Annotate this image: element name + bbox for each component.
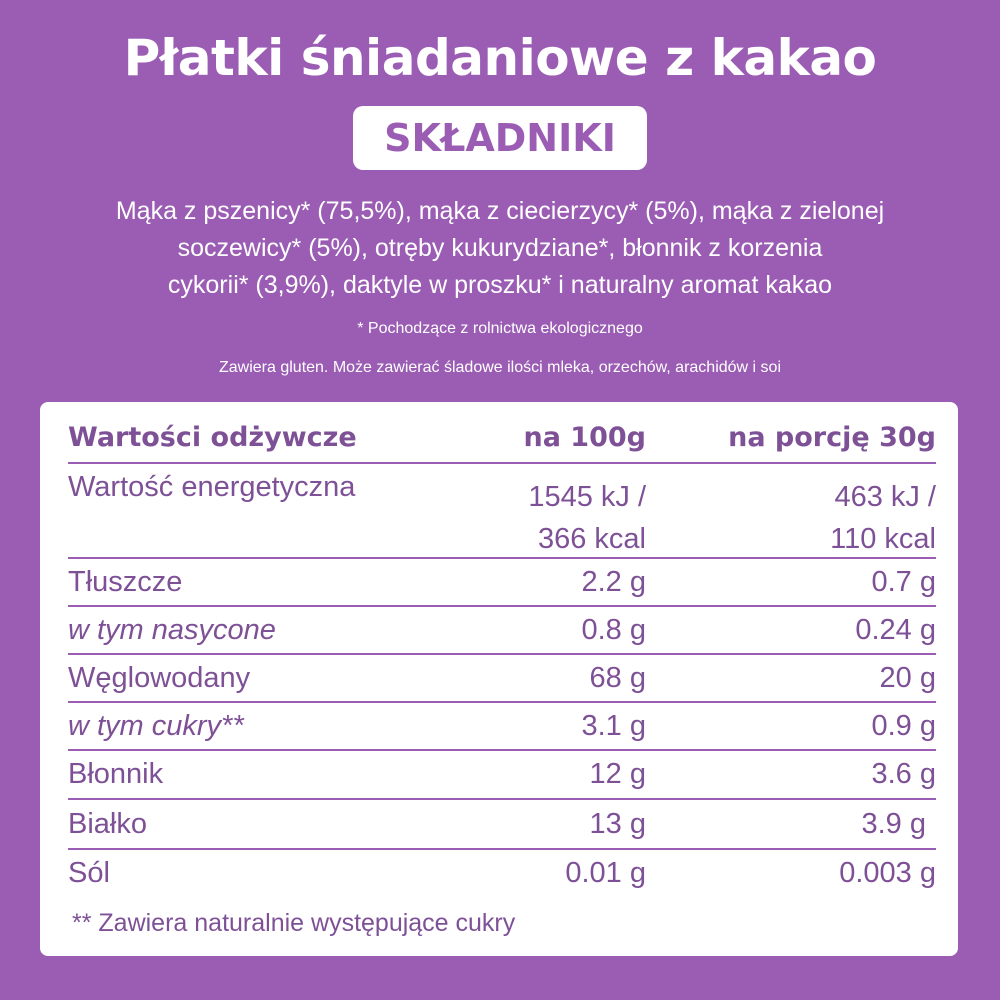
ingredients-line: cykorii* (3,9%), daktyle w proszku* i naturalny aromat kakao	[167, 271, 833, 299]
energy-kj: 463 kJ /	[834, 481, 936, 513]
row-per-100: 0.01 g	[565, 857, 646, 889]
row-per-100: 3.1 g	[581, 710, 646, 742]
row-per-100: 13 g	[589, 808, 646, 840]
row-label: Sól	[68, 857, 110, 889]
row-per-portion: 0.003 g	[839, 857, 936, 889]
row-label: Tłuszcze	[68, 566, 183, 598]
nutrition-table	[40, 402, 958, 956]
row-per-100	[528, 476, 646, 560]
sugar-footnote: ** Zawiera naturalnie występujące cukry	[72, 909, 516, 937]
divider	[68, 701, 936, 703]
allergen-info: Zawiera gluten. Może zawierać śladowe ilości mleka, orzechów, arachidów i soi	[218, 359, 782, 376]
ingredients-line: soczewicy* (5%), otręby kukurydziane*, błonnik z korzenia	[177, 234, 823, 262]
row-per-portion: 3.9 g	[861, 808, 926, 840]
divider	[68, 798, 936, 800]
energy-kcal: 110 kcal	[830, 523, 936, 555]
row-per-portion: 0.7 g	[871, 566, 936, 598]
row-label: Białko	[68, 808, 147, 840]
energy-kj: 1545 kJ /	[528, 481, 646, 513]
header-per-portion: na porcję 30g	[728, 422, 936, 453]
ingredients-badge: SKŁADNIKI	[353, 106, 647, 170]
divider	[68, 462, 936, 464]
header-label: Wartości odżywcze	[68, 422, 357, 453]
header-per-100: na 100g	[523, 422, 646, 453]
divider	[68, 605, 936, 607]
divider	[68, 749, 936, 751]
row-label: Błonnik	[68, 758, 164, 790]
row-per-portion: 0.9 g	[871, 710, 936, 742]
page-title: Płatki śniadaniowe z kakao	[123, 29, 877, 87]
row-per-100: 2.2 g	[581, 566, 646, 598]
row-label: Węglowodany	[68, 662, 251, 694]
row-per-portion: 3.6 g	[871, 758, 936, 790]
energy-kcal: 366 kcal	[537, 523, 646, 555]
divider	[68, 653, 936, 655]
row-per-portion	[830, 476, 936, 560]
ingredients-line: Mąka z pszenicy* (75,5%), mąka z ciecierzycy* (5%), mąka z zielonej	[115, 197, 885, 225]
row-label: w tym cukry**	[68, 710, 244, 742]
row-per-portion: 0.24 g	[855, 614, 936, 646]
divider	[68, 557, 936, 559]
organic-footnote: * Pochodzące z rolnictwa ekologicznego	[357, 320, 643, 337]
row-per-100: 12 g	[589, 758, 646, 790]
ingredients-text	[40, 193, 960, 304]
row-per-100: 0.8 g	[581, 614, 646, 646]
row-label: w tym nasycone	[68, 614, 276, 646]
row-label: Wartość energetyczna	[68, 471, 356, 503]
row-per-100: 68 g	[589, 662, 646, 694]
divider	[68, 848, 936, 850]
row-per-portion: 20 g	[879, 662, 936, 694]
